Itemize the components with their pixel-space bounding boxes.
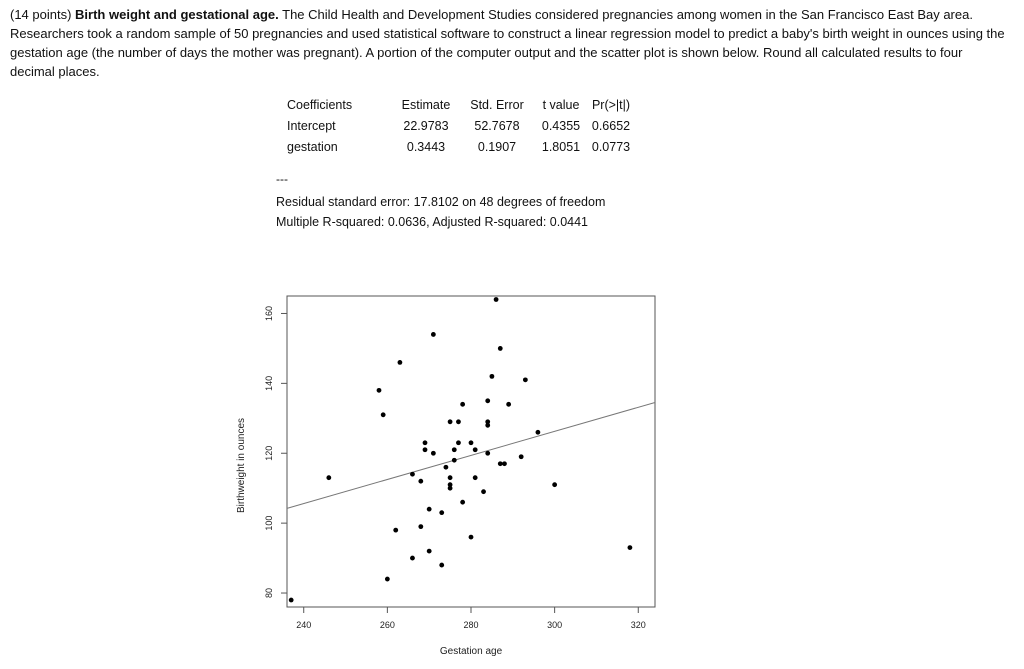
header-std-error: Std. Error: [470, 97, 524, 112]
data-point: [418, 479, 423, 484]
x-tick-label: 320: [630, 620, 646, 630]
data-point: [423, 447, 428, 452]
data-point: [427, 549, 432, 554]
data-point: [439, 563, 444, 568]
problem-text: The Child Health and Development Studies considered pregnancies among women in the San Francisco East Bay area. Researchers took a random sample of 50 pregnancies and used statistical software to construct a linear regression model to predict a baby's birth weight in ounces using the gestation age (the number of days the mother was pregnant). A portion of the computer output and the scatter plot is shown below. Round all calculated results to four decimal places.: [10, 7, 1005, 79]
data-point: [485, 451, 490, 456]
coefficients-table: [287, 94, 635, 157]
scatter-plot: [0, 280, 1024, 669]
gestation-t-value: 1.8051: [541, 139, 581, 154]
data-point: [427, 507, 432, 512]
data-point: [485, 398, 490, 403]
data-point: [460, 402, 465, 407]
data-point: [552, 482, 557, 487]
intercept-estimate: 22.9783: [403, 118, 449, 133]
data-point: [469, 535, 474, 540]
x-tick-label: 240: [296, 620, 312, 630]
data-point: [473, 475, 478, 480]
regression-line: [287, 402, 655, 508]
data-point: [418, 524, 423, 529]
header-estimate: Estimate: [401, 97, 451, 112]
r-squared-line: Multiple R-squared: 0.0636, Adjusted R-squared: 0.0441: [276, 215, 588, 229]
data-point: [448, 486, 453, 491]
data-point: [473, 447, 478, 452]
data-point: [410, 472, 415, 477]
intercept-t-value: 0.4355: [541, 118, 581, 133]
data-point: [444, 465, 449, 470]
x-axis-label: Gestation age: [439, 646, 503, 657]
intercept-std-error: 52.7678: [474, 118, 520, 133]
data-point: [423, 440, 428, 445]
data-point: [448, 419, 453, 424]
data-point: [498, 461, 503, 466]
data-point: [385, 577, 390, 582]
data-point: [456, 419, 461, 424]
data-point: [494, 297, 499, 302]
regression-summary: [276, 192, 605, 232]
header-t-value: t value: [542, 97, 580, 112]
problem-points: (14 points): [10, 7, 76, 22]
data-point: [381, 412, 386, 417]
y-tick-label: 100: [264, 515, 274, 531]
header-p-value: Pr(>|t|): [591, 97, 631, 112]
gestation-estimate: 0.3443: [406, 139, 446, 154]
data-point: [377, 388, 382, 393]
gestation-std-error: 0.1907: [477, 139, 517, 154]
x-tick-label: 280: [463, 620, 479, 630]
y-tick-label: 80: [264, 588, 274, 599]
data-point: [439, 510, 444, 515]
header-coefficients: Coefficients: [287, 97, 353, 112]
data-point: [452, 447, 457, 452]
data-point: [456, 440, 461, 445]
y-tick-label: 160: [264, 305, 274, 321]
plot-frame: [287, 296, 655, 607]
y-tick-label: 120: [264, 445, 274, 461]
data-point: [506, 402, 511, 407]
y-tick-label: 140: [264, 375, 274, 391]
data-point: [498, 346, 503, 351]
data-point: [460, 500, 465, 505]
row-label-intercept: Intercept: [287, 118, 336, 133]
data-point: [410, 556, 415, 561]
problem-statement: [10, 5, 1010, 81]
x-tick-label: 300: [547, 620, 563, 630]
data-point: [431, 451, 436, 456]
data-point: [452, 458, 457, 463]
intercept-p-value: 0.6652: [591, 118, 631, 133]
data-point: [326, 475, 331, 480]
data-point: [393, 528, 398, 533]
data-point: [536, 430, 541, 435]
y-axis-label: Birthweight in ounces: [236, 417, 247, 514]
gestation-p-value: 0.0773: [591, 139, 631, 154]
table-header-row: [287, 94, 635, 115]
data-point: [485, 423, 490, 428]
data-point: [398, 360, 403, 365]
residual-standard-error: Residual standard error: 17.8102 on 48 degrees of freedom: [276, 195, 606, 209]
table-row: [287, 115, 635, 136]
data-point: [448, 475, 453, 480]
output-separator: ---: [276, 172, 288, 186]
data-point: [289, 598, 294, 603]
data-point: [523, 377, 528, 382]
data-point: [481, 489, 486, 494]
data-point: [502, 461, 507, 466]
data-point: [490, 374, 495, 379]
data-point: [469, 440, 474, 445]
problem-title: Birth weight and gestational age.: [75, 7, 279, 22]
x-tick-label: 260: [379, 620, 395, 630]
data-point: [519, 454, 524, 459]
row-label-gestation: gestation: [287, 139, 338, 154]
data-point: [628, 545, 633, 550]
data-point: [431, 332, 436, 337]
table-row: [287, 136, 635, 157]
